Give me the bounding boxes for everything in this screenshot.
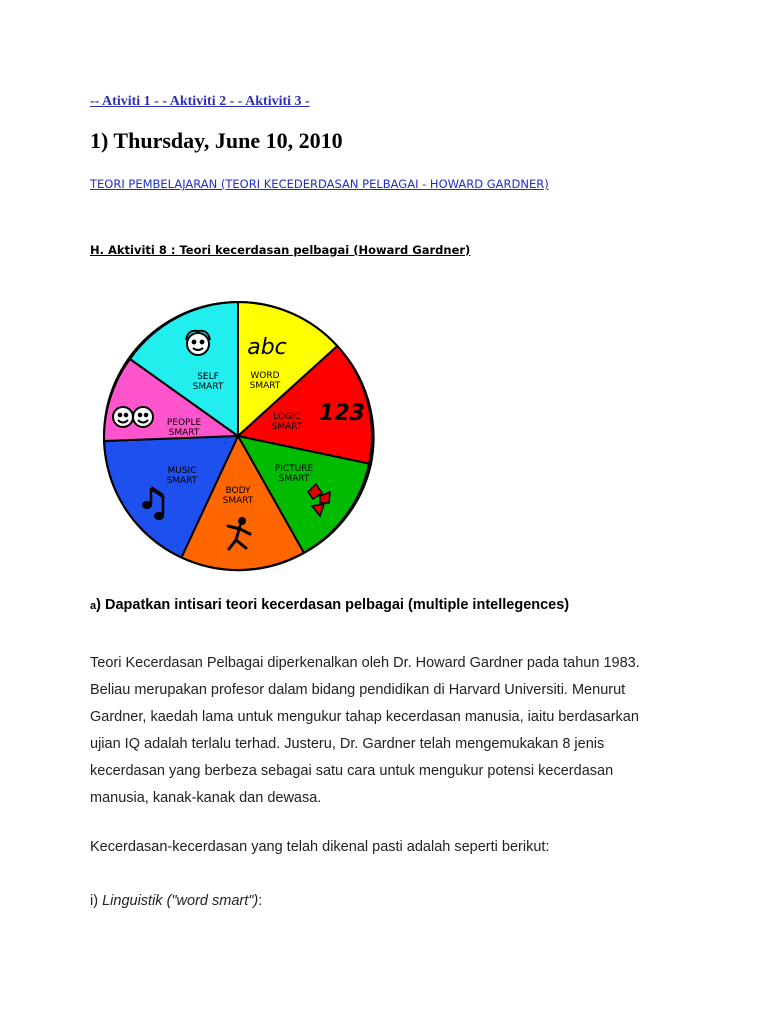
svg-text:123: 123 <box>319 401 365 426</box>
section-heading: H. Aktiviti 8 : Teori kecerdasan pelbagai (Howard Gardner) <box>90 243 471 257</box>
post-title: 1) Thursday, June 10, 2010 <box>90 128 343 153</box>
word-smart-label: WORD SMART <box>249 371 281 391</box>
intro-paragraph <box>90 650 710 812</box>
abc-letters-icon <box>247 335 287 360</box>
category-link[interactable]: TEORI PEMBELAJARAN (TEORI KECEDERDASAN PELBAGAI - HOWARD GARDNER) <box>90 177 549 191</box>
multiple-intelligences-wheel <box>94 296 384 586</box>
picture-smart-label: PICTURE SMART <box>274 464 314 484</box>
paragraph-line: Beliau merupakan profesor dalam bidang pendidikan di Harvard Universiti. Menurut <box>90 682 626 698</box>
item-prefix: i) <box>90 893 103 909</box>
paragraph-line: manusia, kanak-kanak dan dewasa. <box>90 790 322 806</box>
logic-smart-label: LOGIC SMART <box>271 412 303 432</box>
self-smart-label: SELF SMART <box>192 372 224 392</box>
question-text: ) Dapatkan intisari teori kecerdasan pelbagai (multiple intellegences) <box>96 597 570 613</box>
question-heading <box>90 597 569 613</box>
numbers-icon <box>319 401 365 426</box>
body-smart-label: BODY SMART <box>222 486 254 506</box>
music-smart-label: MUSIC SMART <box>166 466 198 486</box>
list-item-linguistik <box>90 893 262 909</box>
svg-text:abc: abc <box>247 335 287 360</box>
paragraph-line: kecerdasan yang berbeza sebagai satu cara untuk mengukur potensi kecerdasan <box>90 763 614 779</box>
paragraph-line: Gardner, kaedah lama untuk mengukur tahap kecerdasan manusia, iaitu berdasarkan <box>90 709 639 725</box>
paragraph-line: ujian IQ adalah terlalu terhad. Justeru, Dr. Gardner telah mengemukakan 8 jenis <box>90 736 605 752</box>
question-marker: a <box>90 600 97 612</box>
item-label: Linguistik ("word smart") <box>102 893 259 909</box>
people-smart-label: PEOPLE SMART <box>166 418 202 438</box>
item-suffix: : <box>258 893 263 909</box>
list-intro-paragraph: Kecerdasan-kecerdasan yang telah dikenal pasti adalah seperti berikut: <box>90 839 550 855</box>
paragraph-line: Teori Kecerdasan Pelbagai diperkenalkan oleh Dr. Howard Gardner pada tahun 1983. <box>90 655 640 671</box>
activity-nav-links[interactable]: -- Ativiti 1 - - Aktiviti 2 - - Aktiviti 3 - <box>90 94 310 109</box>
